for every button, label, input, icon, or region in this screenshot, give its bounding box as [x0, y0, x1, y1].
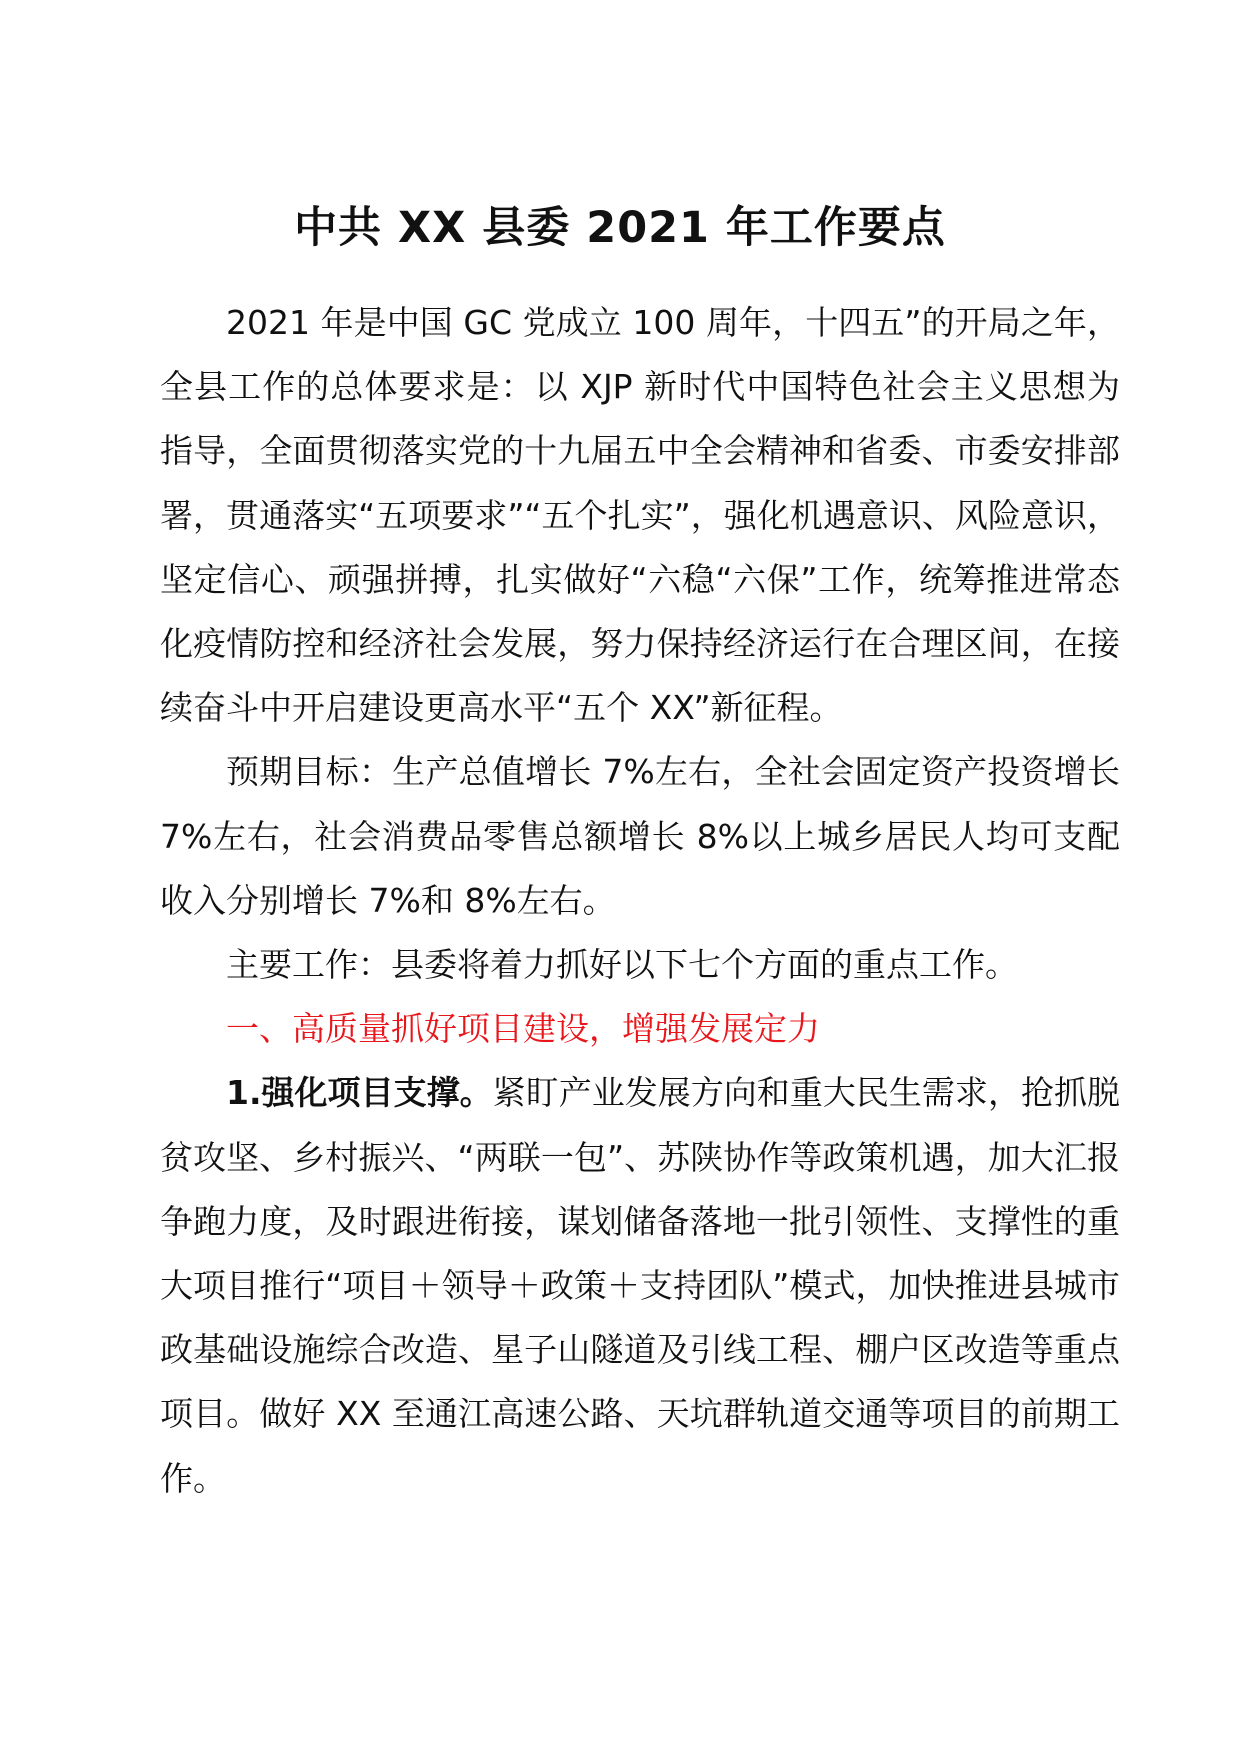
document-body — [160, 291, 1120, 1511]
targets-paragraph: 预期目标：生产总值增长 7%左右，全社会固定资产投资增长 7%左右，社会消费品零售总额增长 8%以上城乡居民人均可支配收入分别增长 7%和 8%左右。 — [160, 752, 1120, 920]
section-heading: 一、高质量抓好项目建设，增强发展定力 — [226, 1009, 820, 1049]
item-lead: 1.强化项目支撑。 — [226, 1073, 493, 1113]
intro-paragraph: 2021 年是中国 GC 党成立 100 周年，十四五”的开局之年，全县工作的总体要求是：以 XJP 新时代中国特色社会主义思想为指导，全面贯彻落实党的十九届五中全会精神和省委、市委安排部署，贯通落实“五项要求”“五个扎实”，强化机遇意识、风险意识，坚定信心、顽强拼搏，扎实做好“六稳“六保”工作，统筹推进常态化疫情防控和经济社会发展，努力保持经济运行在合理区间，在接续奋斗中开启建设更高水平“五个 XX”新征程。 — [160, 303, 1120, 728]
item-text: 紧盯产业发展方向和重大民生需求，抢抓脱贫攻坚、乡村振兴、“两联一包”、苏陕协作等政策机遇，加大汇报争跑力度，及时跟进衔接，谋划储备落地一批引领性、支撑性的重大项目推行“项目＋领导＋政策＋支持团队”模式，加快推进县城市政基础设施综合改造、星子山隧道及引线工程、棚户区改造等重点项目。做好 XX 至通江高速公路、天坑群轨道交通等项目的前期工作。 — [160, 1073, 1121, 1498]
document-title: 中共 XX 县委 2021 年工作要点 — [294, 203, 946, 253]
item-paragraph — [160, 1061, 1120, 1510]
main-work-paragraph: 主要工作：县委将着力抓好以下七个方面的重点工作。 — [226, 945, 1018, 985]
